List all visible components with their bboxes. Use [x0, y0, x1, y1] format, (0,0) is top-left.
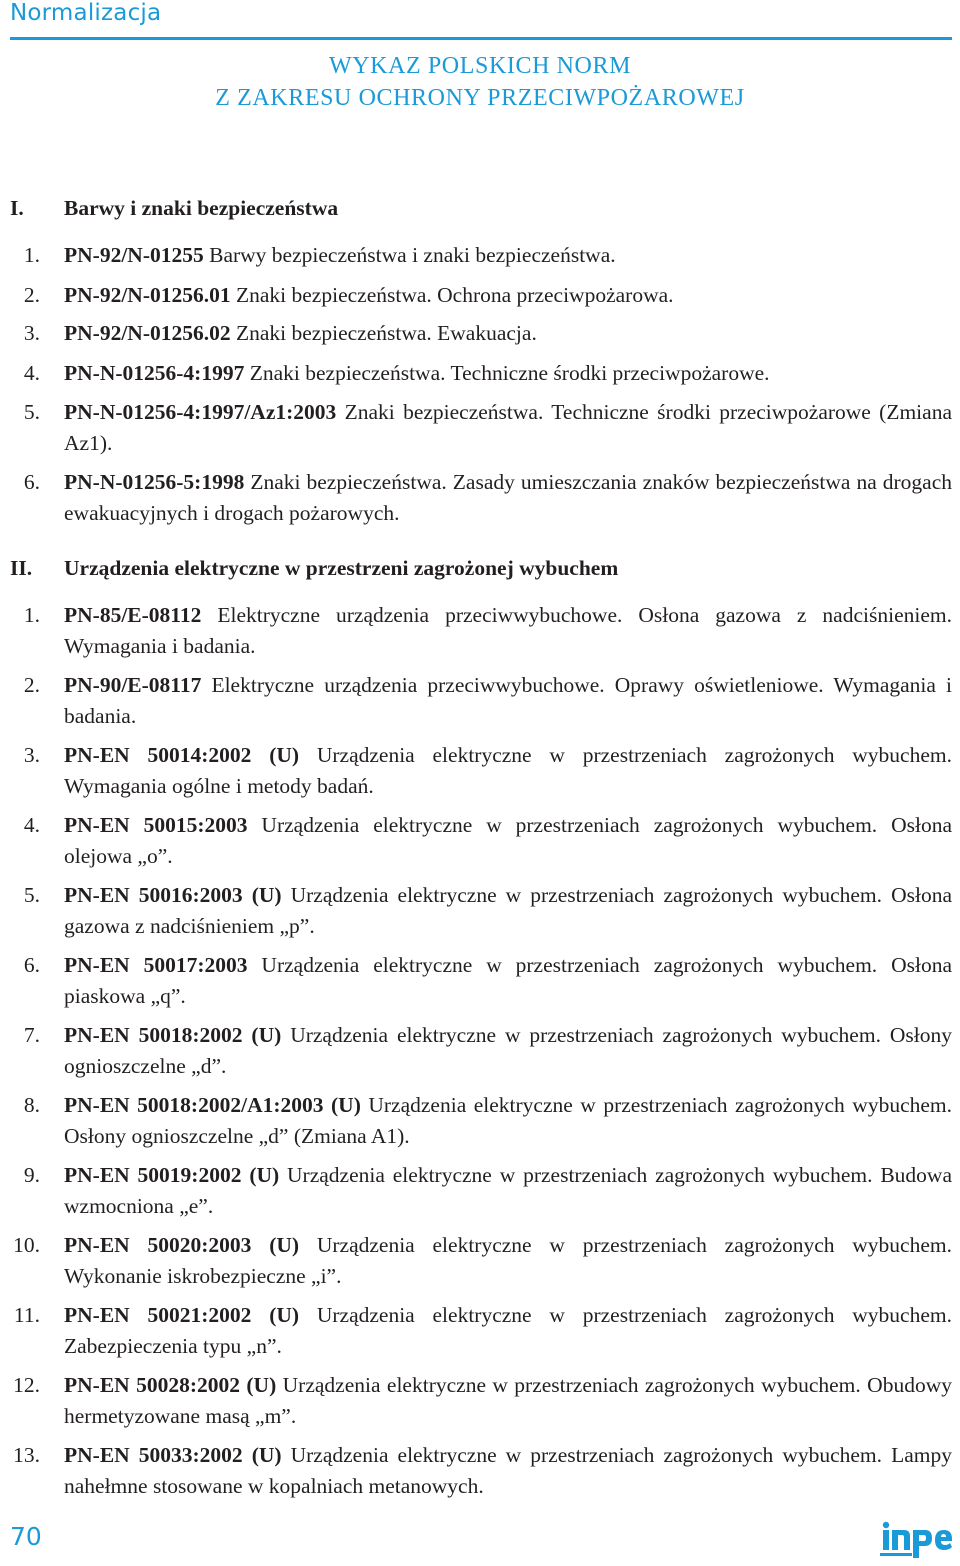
item-number: 2. — [23, 673, 40, 697]
document-title-line-1: WYKAZ POLSKICH NORM — [328, 53, 632, 79]
item-number: 1. — [23, 603, 40, 627]
standard-code: PN-92/N-01255 — [64, 243, 204, 267]
item-body — [64, 1020, 952, 1081]
standard-code: PN-90/E-08117 — [64, 673, 202, 697]
standard-code: PN-EN 50016:2003 (U) — [64, 883, 282, 907]
item-body — [64, 950, 952, 1011]
document-title-line-2: Z ZAKRESU OCHRONY PRZECIWPOŻAROWEJ — [215, 85, 745, 111]
item-body — [64, 810, 952, 871]
item-body — [64, 1370, 952, 1431]
item-number: 4. — [23, 813, 40, 837]
item-body — [64, 600, 952, 661]
item-body — [64, 670, 952, 731]
standard-description: Urządzenia elektryczne w przestrzeniach zagrożonych wybuchem. Wymagania ogólne i metody badań. — [64, 743, 952, 798]
standard-description: Urządzenia elektryczne w przestrzeniach zagrożonych wybuchem. Zabezpieczenia typu „n”. — [64, 1303, 952, 1358]
standard-code: PN-92/N-01256.02 — [64, 321, 231, 345]
section-title: Barwy i znaki bezpieczeństwa — [64, 196, 339, 220]
standard-code: PN-85/E-08112 — [64, 603, 202, 627]
standard-code: PN-EN 50018:2002/A1:2003 (U) — [64, 1093, 361, 1117]
item-body — [64, 880, 952, 941]
standard-description: Urządzenia elektryczne w przestrzeniach zagrożonych wybuchem. Osłony ognioszczelne „d” (Zmiana A1). — [64, 1093, 952, 1148]
standard-description: Znaki bezpieczeństwa. Zasady umieszczania znaków bezpieczeństwa na drogach ewakuacyjnych i drogach pożarowych. — [64, 470, 952, 525]
item-body — [64, 467, 952, 528]
item-number: 6. — [23, 470, 40, 494]
item-body — [64, 1160, 952, 1221]
standard-code: PN-EN 50019:2002 (U) — [64, 1163, 280, 1187]
item-body — [64, 318, 952, 349]
standard-code: PN-N-01256-4:1997/Az1:2003 — [64, 400, 337, 424]
item-number: 11. — [13, 1303, 40, 1327]
standard-code: PN-EN 50020:2003 (U) — [64, 1233, 300, 1257]
standard-code: PN-EN 50021:2002 (U) — [64, 1303, 300, 1327]
item-body — [64, 1440, 952, 1501]
item-number: 6. — [23, 953, 40, 977]
item-number: 4. — [23, 361, 40, 385]
item-number: 2. — [23, 283, 40, 307]
item-number: 1. — [23, 243, 40, 267]
standard-code: PN-EN 50018:2002 (U) — [64, 1023, 282, 1047]
standard-description: Znaki bezpieczeństwa. Techniczne środki przeciwpożarowe. — [244, 361, 770, 385]
standard-description: Barwy bezpieczeństwa i znaki bezpieczeństwa. — [203, 243, 616, 267]
standard-code: PN-EN 50015:2003 — [64, 813, 248, 837]
standard-code: PN-EN 50017:2003 — [64, 953, 248, 977]
inpe-logo-icon — [880, 1520, 954, 1560]
item-number: 13. — [13, 1443, 40, 1467]
standard-description: Urządzenia elektryczne w przestrzeniach zagrożonych wybuchem. Osłona olejowa „o”. — [64, 813, 952, 868]
section-title: Urządzenia elektryczne w przestrzeni zagrożonej wybuchem — [64, 556, 619, 580]
standard-code: PN-EN 50028:2002 (U) — [64, 1373, 277, 1397]
standard-code: PN-EN 50033:2002 (U) — [64, 1443, 282, 1467]
item-number: 9. — [23, 1163, 40, 1187]
item-body — [64, 1230, 952, 1291]
standard-description: Urządzenia elektryczne w przestrzeniach zagrożonych wybuchem. Wykonanie iskrobezpieczne „i”. — [64, 1233, 952, 1288]
standard-description: Znaki bezpieczeństwa. Ochrona przeciwpożarowa. — [230, 283, 674, 307]
standard-description: Znaki bezpieczeństwa. Techniczne środki przeciwpożarowe (Zmiana Az1). — [64, 400, 952, 455]
standard-code: PN-N-01256-4:1997 — [64, 361, 245, 385]
item-body — [64, 240, 952, 271]
item-body — [64, 397, 952, 458]
item-body — [64, 358, 952, 389]
item-body — [64, 280, 952, 311]
item-number: 12. — [13, 1373, 40, 1397]
header-section-label: Normalizacja — [10, 0, 162, 26]
standard-description: Elektryczne urządzenia przeciwwybuchowe. Oprawy oświetleniowe. Wymagania i badania. — [64, 673, 952, 728]
standard-description: Znaki bezpieczeństwa. Ewakuacja. — [230, 321, 537, 345]
item-number: 8. — [23, 1093, 40, 1117]
standard-description: Urządzenia elektryczne w przestrzeniach zagrożonych wybuchem. Osłona gazowa z nadciśnieniem „p”. — [64, 883, 952, 938]
standard-code: PN-EN 50014:2002 (U) — [64, 743, 300, 767]
item-number: 5. — [23, 400, 40, 424]
item-body — [64, 1300, 952, 1361]
item-number: 5. — [23, 883, 40, 907]
standard-description: Urządzenia elektryczne w przestrzeniach zagrożonych wybuchem. Lampy nahełmne stosowane w kopalniach metanowych. — [64, 1443, 952, 1498]
standard-code: PN-92/N-01256.01 — [64, 283, 231, 307]
standard-description: Elektryczne urządzenia przeciwwybuchowe. Osłona gazowa z nadciśnieniem. Wymagania i badania. — [64, 603, 952, 658]
section-number: I. — [10, 196, 24, 220]
item-number: 3. — [23, 321, 40, 345]
standard-code: PN-N-01256-5:1998 — [64, 470, 245, 494]
standard-description: Urządzenia elektryczne w przestrzeniach zagrożonych wybuchem. Budowa wzmocniona „e”. — [64, 1163, 952, 1218]
item-number: 7. — [23, 1023, 40, 1047]
item-number: 10. — [13, 1233, 40, 1257]
item-body — [64, 1090, 952, 1151]
item-number: 3. — [23, 743, 40, 767]
standard-description: Urządzenia elektryczne w przestrzeniach zagrożonych wybuchem. Osłony ognioszczelne „d”. — [64, 1023, 952, 1078]
item-body — [64, 740, 952, 801]
page-number: 70 — [10, 1522, 42, 1551]
standard-description: Urządzenia elektryczne w przestrzeniach zagrożonych wybuchem. Obudowy hermetyzowane masą „m”. — [64, 1373, 952, 1428]
section-number: II. — [10, 556, 33, 580]
standard-description: Urządzenia elektryczne w przestrzeniach zagrożonych wybuchem. Osłona piaskowa „q”. — [64, 953, 952, 1008]
